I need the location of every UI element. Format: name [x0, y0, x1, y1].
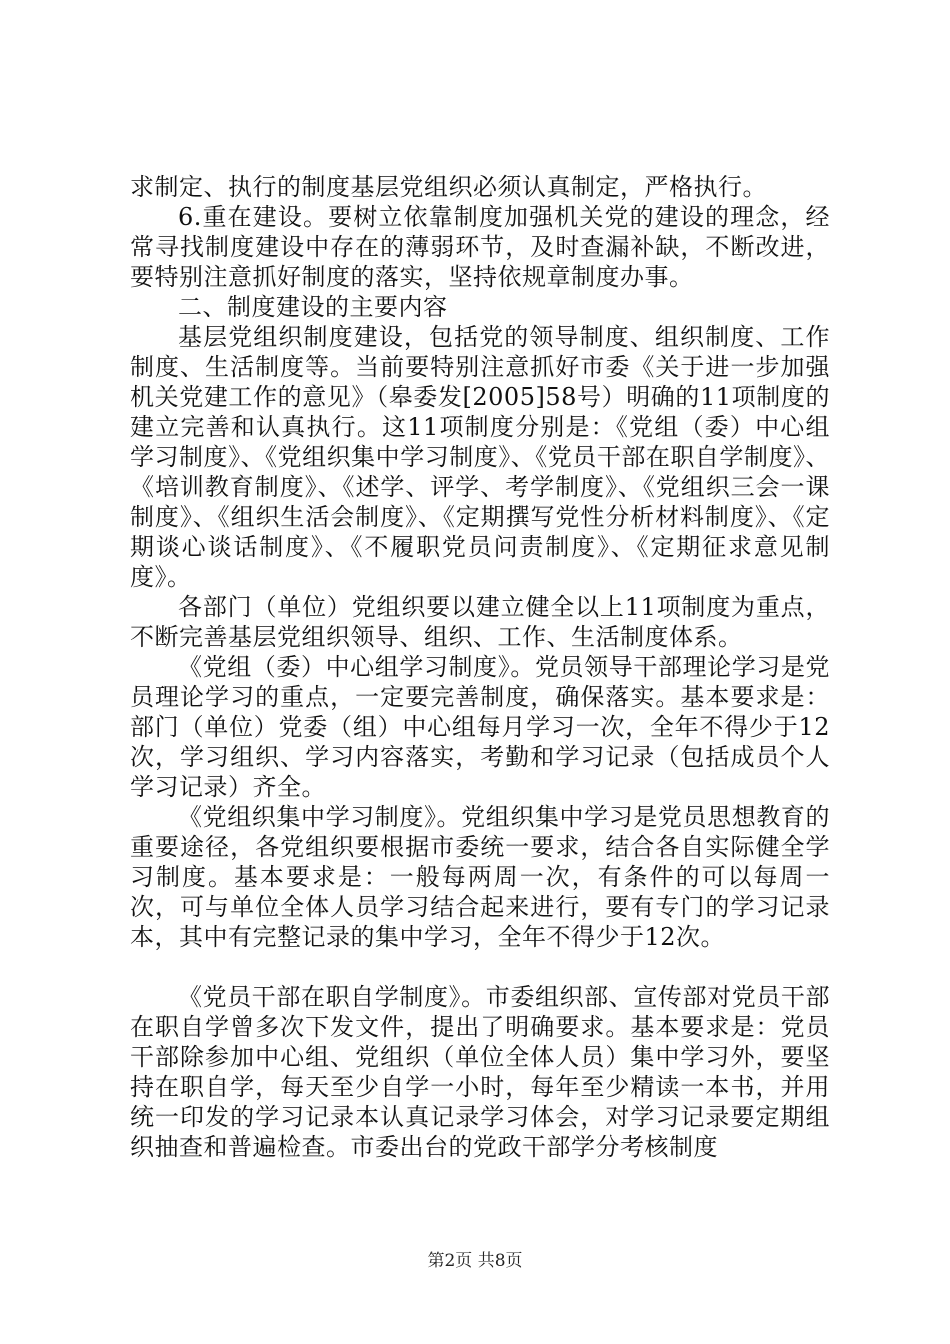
paragraph-departments: 各部门（单位）党组织要以建立健全以上11项制度为重点，不断完善基层党组织领导、组织、工作、生活制度体系。	[130, 593, 830, 651]
document-body	[130, 172, 830, 1162]
paragraph-item-6: 6.重在建设。要树立依靠制度加强机关党的建设的理念，经常寻找制度建设中存在的薄弱环节，及时查漏补缺，不断改进，要特别注意抓好制度的落实，坚持依规章制度办事。	[130, 203, 830, 291]
paragraph-central-group: 《党组（委）中心组学习制度》。党员领导干部理论学习是党员理论学习的重点，一定要完善制度，确保落实。基本要求是：部门（单位）党委（组）中心组每月学习一次，全年不得少于12次，学习组织、学习内容落实，考勤和学习记录（包括成员个人学习记录）齐全。	[130, 653, 830, 801]
paragraph-continuation: 求制定、执行的制度基层党组织必须认真制定，严格执行。	[130, 173, 767, 201]
paragraph-collective-study: 《党组织集中学习制度》。党组织集中学习是党员思想教育的重要途径，各党组织要根据市委统一要求，结合各自实际健全学习制度。基本要求是：一般每两周一次，有条件的可以每周一次，可与单位全体人员学习结合起来进行，要有专门的学习记录本，其中有完整记录的集中学习，全年不得少于12次。	[130, 803, 830, 951]
paragraph-spacer	[130, 952, 830, 982]
section-heading: 二、制度建设的主要内容	[178, 293, 448, 321]
paragraph-system-overview: 基层党组织制度建设，包括党的领导制度、组织制度、工作制度、生活制度等。当前要特别注意抓好市委《关于进一步加强机关党建工作的意见》（皋委发[2005]58号）明确的11项制度的建立完善和认真执行。这11项制度分别是：《党组（委）中心组学习制度》、《党组织集中学习制度》、《党员干部在职自学制度》、《培训教育制度》、《述学、评学、考学制度》、《党组织三会一课制度》、《组织生活会制度》、《定期撰写党性分析材料制度》、《定期谈心谈话制度》、《不履职党员问责制度》、《定期征求意见制度》。	[130, 323, 830, 591]
page-footer: 第2页 共8页	[427, 1251, 523, 1271]
paragraph-self-study: 《党员干部在职自学制度》。市委组织部、宣传部对党员干部在职自学曾多次下发文件，提出了明确要求。基本要求是：党员干部除参加中心组、党组织（单位全体人员）集中学习外，要坚持在职自学，每天至少自学一小时，每年至少精读一本书，并用统一印发的学习记录本认真记录学习体会，对学习记录要定期组织抽查和普遍检查。市委出台的党政干部学分考核制度	[130, 983, 830, 1161]
